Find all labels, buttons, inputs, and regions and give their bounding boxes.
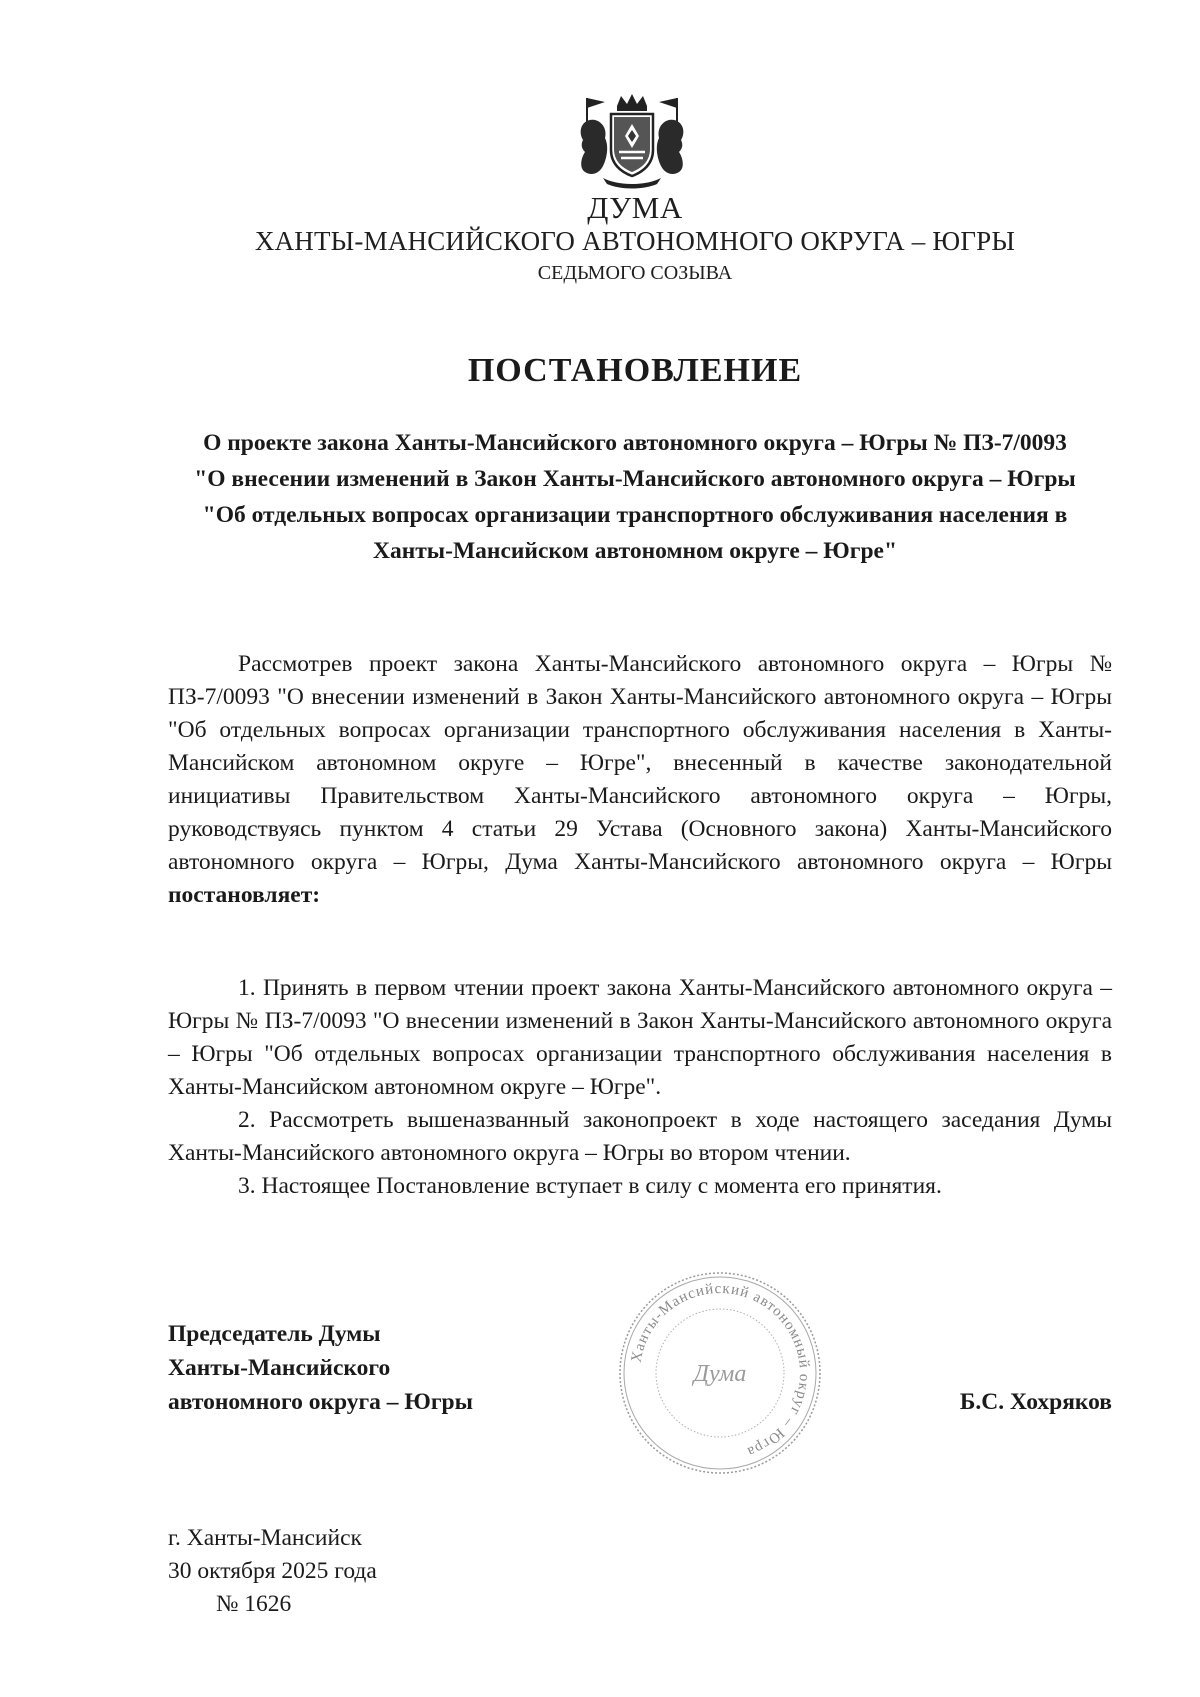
signatory-title-line: Председатель Думы [168,1321,381,1347]
resolution-item-1: 1. Принять в первом чтении проект закона Ханты-Мансийского автономного округа – Югры № ПЗ-7/0093 "О внесении изменений в Закон Ханты-Мансийского автономного округа – Югры "Об отдельных вопросах организации транспортного обслуживания населения в Ханты-Мансийском автономном округе – Югре". [168,975,1112,1100]
resolution-item-2: 2. Рассмотреть вышеназванный законопроект в ходе настоящего заседания Думы Ханты-Мансийского автономного округа – Югры во втором чтении. [168,1107,1112,1166]
preamble-text: Рассмотрев проект закона Ханты-Мансийского автономного округа – Югры № ПЗ-7/0093 "О внесении изменений в Закон Ханты-Мансийского автономного округа – Югры "Об отдельных вопросах организации транспортного обслуживания населения в Ханты-Мансийском автономном округе – Югре", внесенный в качестве законодательной инициативы Правительством Ханты-Мансийского автономного округа – Югры, руководствуясь пунктом 4 статьи 29 Устава (Основного закона) Ханты-Мансийского автономного округа – Югры, Дума Ханты-Мансийского автономного округа – Югры [168,651,1112,875]
coat-of-arms-icon [573,92,691,192]
issue-date: 30 октября 2025 года [168,1558,377,1584]
signatory-title-line: Ханты-Мансийского [168,1355,391,1381]
issue-details [168,1522,377,1621]
document-title: ПОСТАНОВЛЕНИЕ [467,352,803,389]
document-number: № 1626 [216,1591,292,1617]
seal-ring-text: Ханты-Мансийский автономный округ – Югра [628,1280,813,1460]
signatory-name: Б.С. Хохряков [959,1389,1112,1415]
convocation: СЕДЬМОГО СОЗЫВА [537,262,733,284]
signatory-title-line: автономного округа – Югры [168,1389,473,1415]
organization-name: ДУМА [587,190,683,225]
preamble [168,648,1112,912]
resolution-items [168,972,1112,1203]
decree-word: постановляет: [168,882,321,908]
document-subject: О проекте закона Ханты-Мансийского автономного округа – Югры № ПЗ-7/0093 "О внесении изменений в Закон Ханты-Мансийского автономного округа – Югры "Об отдельных вопросах организации транспортного обслуживания населения в Ханты-Мансийском автономном округе – Югре" [194,430,1076,564]
issue-city: г. Ханты-Мансийск [168,1525,362,1551]
organization-region: ХАНТЫ-МАНСИЙСКОГО АВТОНОМНОГО ОКРУГА – ЮГРЫ [254,226,1016,256]
seal-center-text: Дума [693,1361,747,1387]
resolution-item-3: 3. Настоящее Постановление вступает в силу с момента его принятия. [238,1173,942,1199]
official-seal-icon [615,1268,825,1478]
